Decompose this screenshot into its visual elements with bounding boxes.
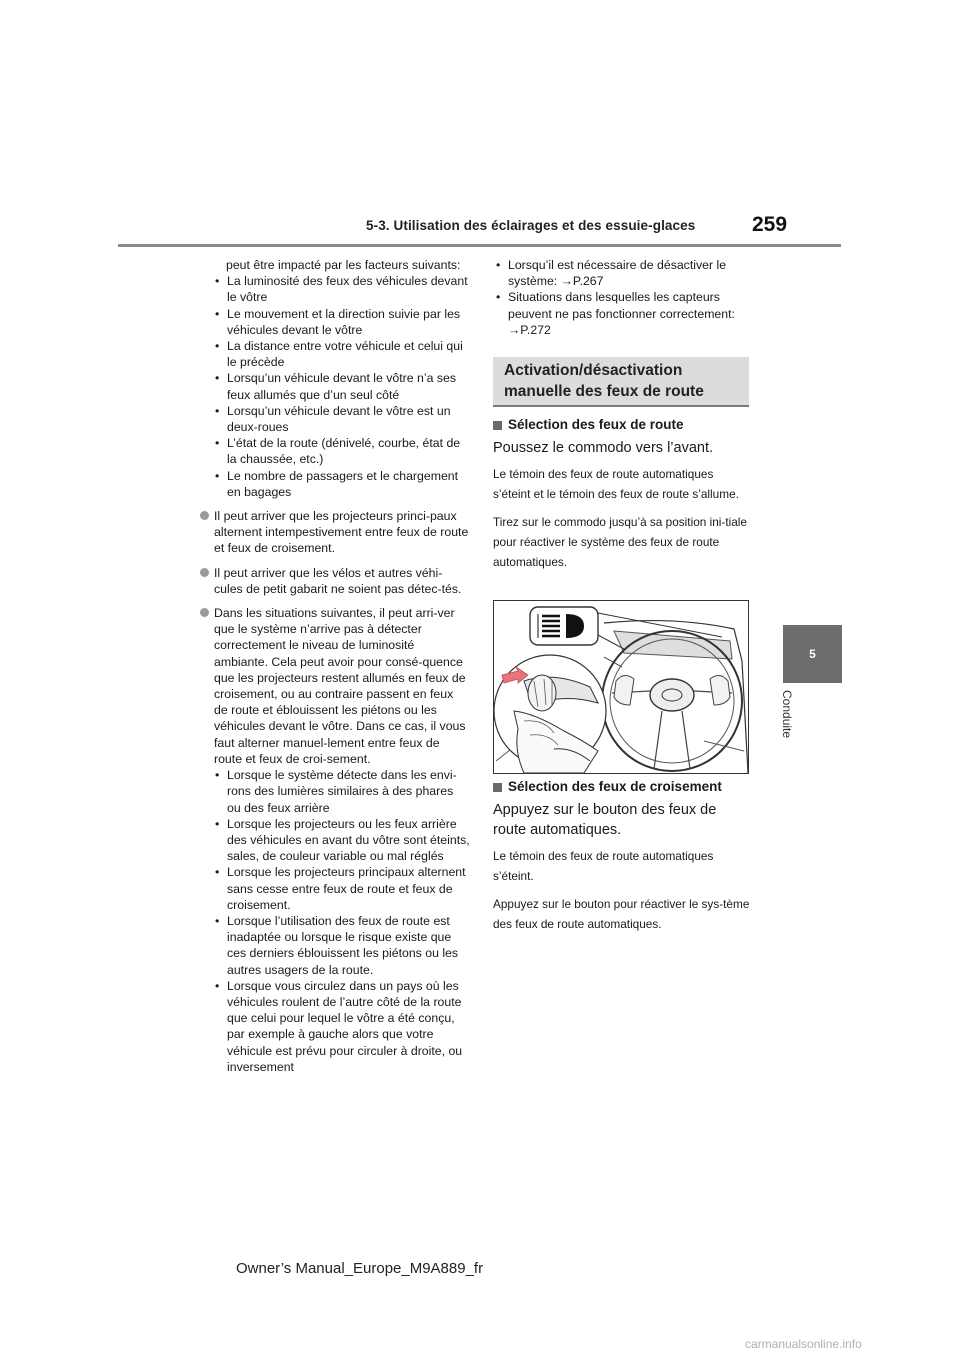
situation-item: • Lorsque le système détecte dans les envi-rons des lumières similaires à des phares ou des feux arrière	[212, 767, 470, 816]
factor-item: • Lorsqu’un véhicule devant le vôtre n’a ses feux allumés que d’un seul côté	[212, 370, 470, 402]
note-item: Il peut arriver que les vélos et autres véhi-cules de petit gabarit ne soient pas détec-tés.	[200, 565, 470, 597]
factor-item: • Le nombre de passagers et le chargement en bagages	[212, 468, 470, 500]
chapter-label-wrap	[780, 690, 808, 754]
subsection-title: Sélection des feux de croisement	[493, 779, 753, 794]
factor-item: • La luminosité des feux des véhicules devant le vôtre	[212, 273, 470, 305]
header-divider	[118, 244, 841, 247]
body-paragraph: Tirez sur le commodo jusqu’à sa position ini-tiale pour réactiver le système des feux de route automatiques.	[493, 515, 747, 569]
chapter-number: 5	[809, 647, 816, 661]
dashboard-drawing	[494, 601, 748, 773]
high-beam-section	[493, 417, 753, 572]
lead-instruction: Appuyez sur le bouton des feux de route automatiques.	[493, 802, 717, 838]
section-title: 5-3. Utilisation des éclairages et des essuie-glaces	[366, 218, 696, 233]
arrow-icon: →	[508, 322, 521, 337]
steering-illustration	[493, 600, 749, 774]
situation-item: • Lorsque les projecteurs ou les feux arrière des véhicules en avant du vôtre sont éteints, sales, de couleur variable ou mal réglés	[212, 816, 470, 865]
footer-text: Owner’s Manual_Europe_M9A889_fr	[236, 1260, 484, 1277]
left-column	[212, 257, 470, 1075]
factor-item: • La distance entre votre véhicule et celui qui le précède	[212, 338, 470, 370]
factor-item: • L’état de la route (dénivelé, courbe, état de la chaussée, etc.)	[212, 435, 470, 467]
body-paragraph: Le témoin des feux de route automatiques s’éteint.	[493, 849, 714, 883]
body-paragraph: Le témoin des feux de route automatiques s’éteint et le témoin des feux de route s’allume.	[493, 467, 739, 501]
factor-item: • Lorsqu’un véhicule devant le vôtre est un deux-roues	[212, 403, 470, 435]
situation-item: • Lorsque les projecteurs principaux alternent sans cesse entre feux de route et feux de croisement.	[212, 864, 470, 913]
subsection-title: Sélection des feux de route	[493, 417, 753, 432]
section-heading: Activation/désactivation manuelle des feux de route	[493, 357, 749, 407]
reference-list	[493, 257, 753, 338]
low-beam-section	[493, 779, 753, 934]
reference-item: • Lorsqu’il est nécessaire de désactiver le système: →P.267	[493, 257, 753, 289]
note-item: Dans les situations suivantes, il peut arri-ver que le système n’arrive pas à détecter correctement le niveau de luminosité ambiante. Cela peut avoir pour consé-quence que les projecteurs restent allumés en feux de croisement, ou au contraire passent en feux de route et éblouissent les piétons ou les véhicules devant le vôtre. Dans ce cas, il vous faut alterner manuel-lement entre feux de route et feux de croi-sement.	[200, 605, 470, 767]
chapter-label: Conduite	[780, 690, 794, 739]
lead-instruction: Poussez le commodo vers l’avant.	[493, 440, 714, 456]
watermark: carmanualsonline.info	[745, 1337, 862, 1351]
body-paragraph: Appuyez sur le bouton pour réactiver le sys-tème des feux de route automatiques.	[493, 897, 750, 931]
page-link[interactable]: P.272	[520, 322, 551, 337]
arrow-icon: →	[560, 274, 573, 289]
reference-item: • Situations dans lesquelles les capteurs peuvent ne pas fonctionner correctement: →P.272	[493, 289, 753, 338]
note-item: Il peut arriver que les projecteurs princi-paux alternent intempestivement entre feux de route et feux de croisement.	[200, 508, 470, 557]
page-link[interactable]: P.267	[572, 274, 604, 289]
factor-item: • Le mouvement et la direction suivie par les véhicules devant le vôtre	[212, 306, 470, 338]
chapter-tab	[783, 625, 842, 683]
page-number: 259	[752, 213, 788, 236]
situation-item: • Lorsque l’utilisation des feux de route est inadaptée ou lorsque le risque existe que ces derniers éblouissent les piétons ou les autres usagers de la route.	[212, 913, 470, 978]
intro-text: peut être impacté par les facteurs suivants:	[226, 258, 461, 272]
situation-item: • Lorsque vous circulez dans un pays où les véhicules roulent de l’autre côté de la route que celui pour lequel le vôtre a été conçu, par exemple à gauche alors que votre véhicule est prévu pour circuler à droite, ou inversement	[212, 978, 470, 1075]
